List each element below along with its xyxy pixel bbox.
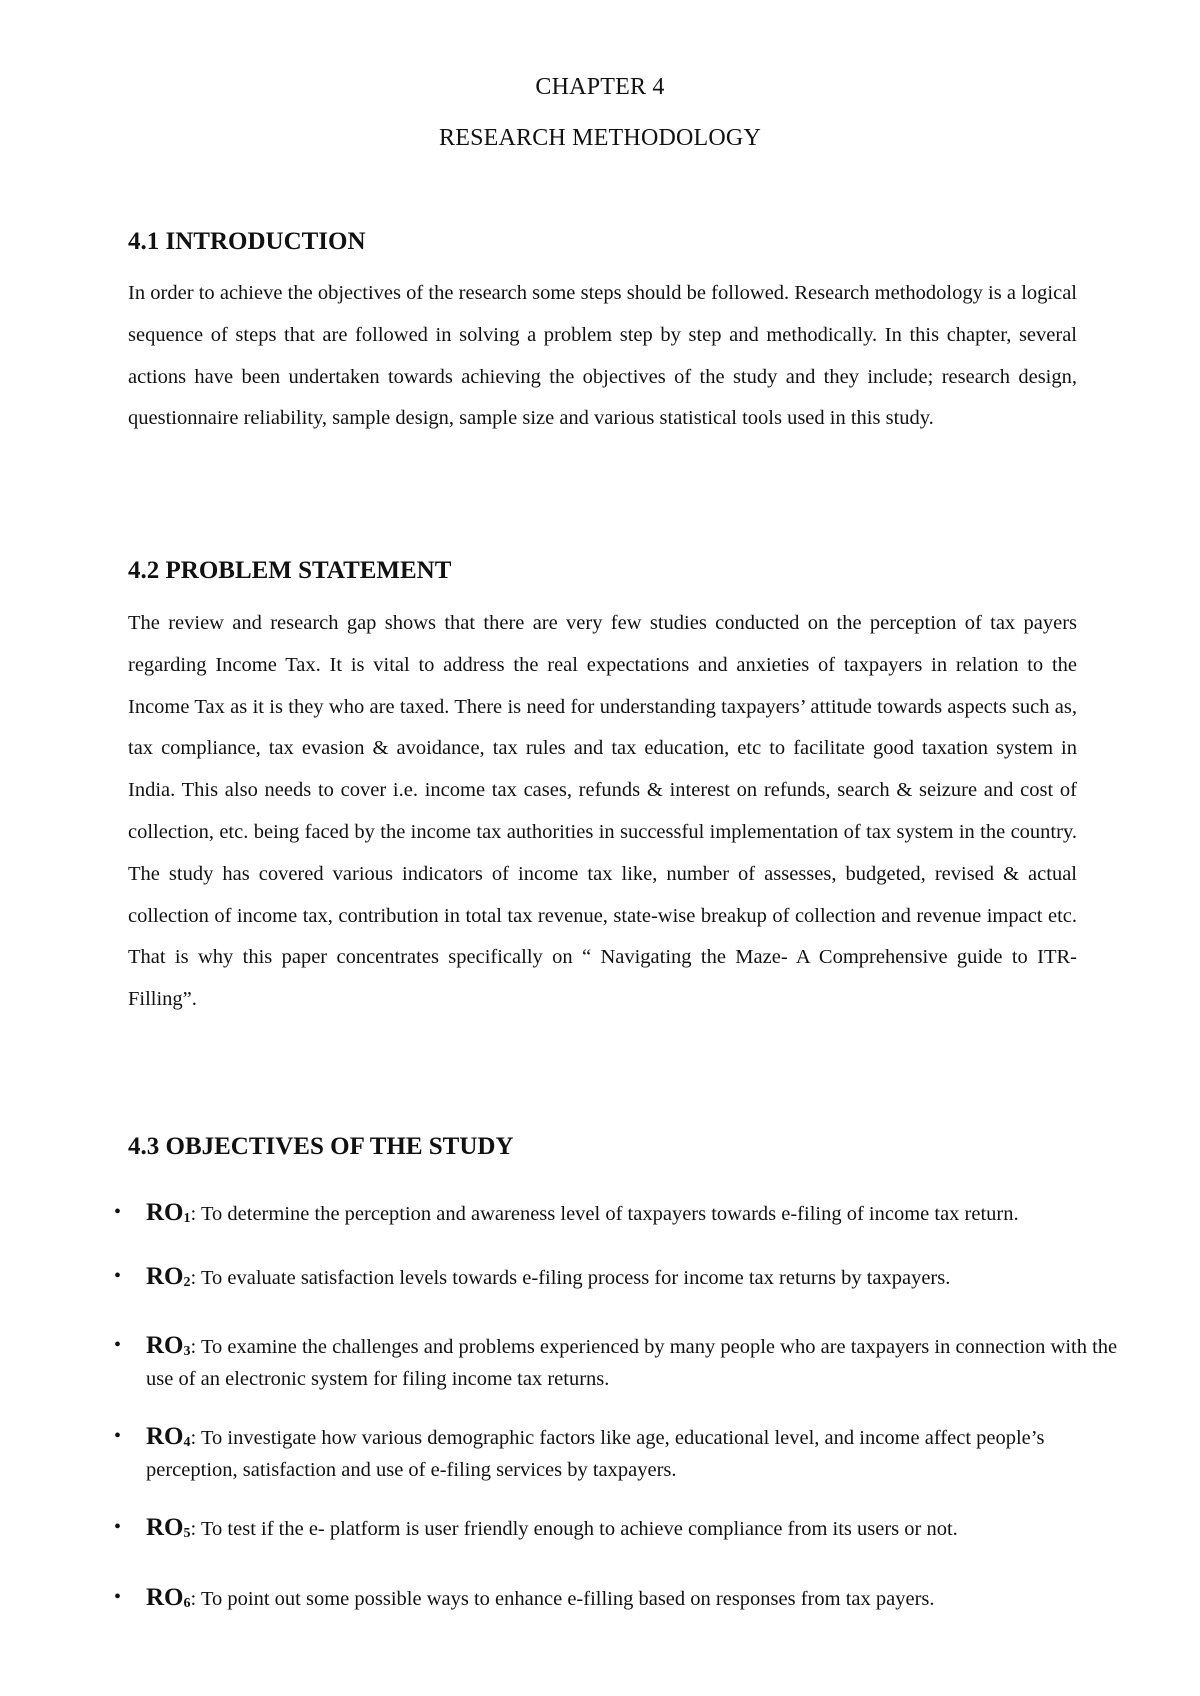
bullet-icon: •	[114, 1585, 122, 1608]
objective-code: $RO_5$	[146, 1514, 191, 1541]
objective-text: : To investigate how various demographic factors like age, educational level, and income affect people’s perception, satisfaction and use of e-filing services by taxpayers.	[146, 1427, 1045, 1481]
introduction-heading: 4.1 INTRODUCTION	[128, 228, 366, 255]
chapter-title: RESEARCH METHODOLOGY	[439, 125, 761, 151]
objectives-heading: 4.3 OBJECTIVES OF THE STUDY	[128, 1133, 514, 1160]
problem-statement-heading: 4.2 PROBLEM STATEMENT	[128, 557, 452, 584]
objective-text: : To examine the challenges and problems experienced by many people who are taxpayers in connection with the use of an electronic system for filing income tax returns.	[146, 1336, 1118, 1390]
objective-item-6	[110, 1584, 1130, 1618]
objective-code: $RO_2$	[146, 1262, 191, 1290]
bullet-icon: •	[114, 1201, 122, 1223]
objective-code: $RO_3$	[146, 1332, 191, 1359]
chapter-number: CHAPTER 4	[535, 74, 665, 100]
objective-code: $RO_1$	[146, 1199, 191, 1226]
objective-item-5	[110, 1514, 1130, 1548]
objective-item-3	[110, 1332, 1130, 1393]
problem-statement-paragraph: The review and research gap shows that there are very few studies conducted on the perception of tax payers regarding Income Tax. It is vital to address the real expectations and anxieties of taxpayers in relation to the Income Tax as it is they who are taxed. There is need for understanding taxpayers’ attitude towards aspects such as, tax compliance, tax evasion & avoidance, tax rules and tax education, etc to facilitate good taxation system in India. This also needs to cover i.e. income tax cases, refunds & interest on refunds, search & seizure and cost of collection, etc. being faced by the income tax authorities in successful implementation of tax system in the country. The study has covered various indicators of income tax like, number of assesses, budgeted, revised & actual collection of income tax, contribution in total tax revenue, state-wise breakup of collection and revenue impact etc. That is why this paper concentrates specifically on “ Navigating the Maze- A Comprehensive guide to ITR- Filling”.	[128, 612, 1077, 1011]
bullet-icon: •	[114, 1425, 122, 1447]
objective-text: : To evaluate satisfaction levels towards e-filing process for income tax returns by taxpayers.	[190, 1266, 951, 1289]
bullet-icon: •	[114, 1264, 122, 1287]
bullet-icon: •	[114, 1516, 122, 1538]
objective-item-4	[110, 1423, 1130, 1484]
objective-item-1	[110, 1199, 1130, 1233]
objectives-list	[110, 1199, 1130, 1653]
objective-text: : To determine the perception and awareness level of taxpayers towards e-filing of income tax return.	[190, 1203, 1019, 1225]
objective-code: $RO_6$	[146, 1583, 191, 1611]
objective-text: : To point out some possible ways to enhance e-filling based on responses from tax payers.	[190, 1587, 935, 1610]
bullet-icon: •	[114, 1334, 122, 1356]
introduction-paragraph: In order to achieve the objectives of the research some steps should be followed. Research methodology is a logical sequence of steps that are followed in solving a problem step by step and methodically. In this chapter, several actions have been undertaken towards achieving the objectives of the study and they include; research design, questionnaire reliability, sample design, sample size and various statistical tools used in this study.	[128, 282, 1077, 430]
objective-item-2	[110, 1263, 1130, 1297]
objective-text: : To test if the e- platform is user friendly enough to achieve compliance from its users or not.	[190, 1518, 958, 1540]
objective-code: $RO_4$	[146, 1423, 191, 1450]
